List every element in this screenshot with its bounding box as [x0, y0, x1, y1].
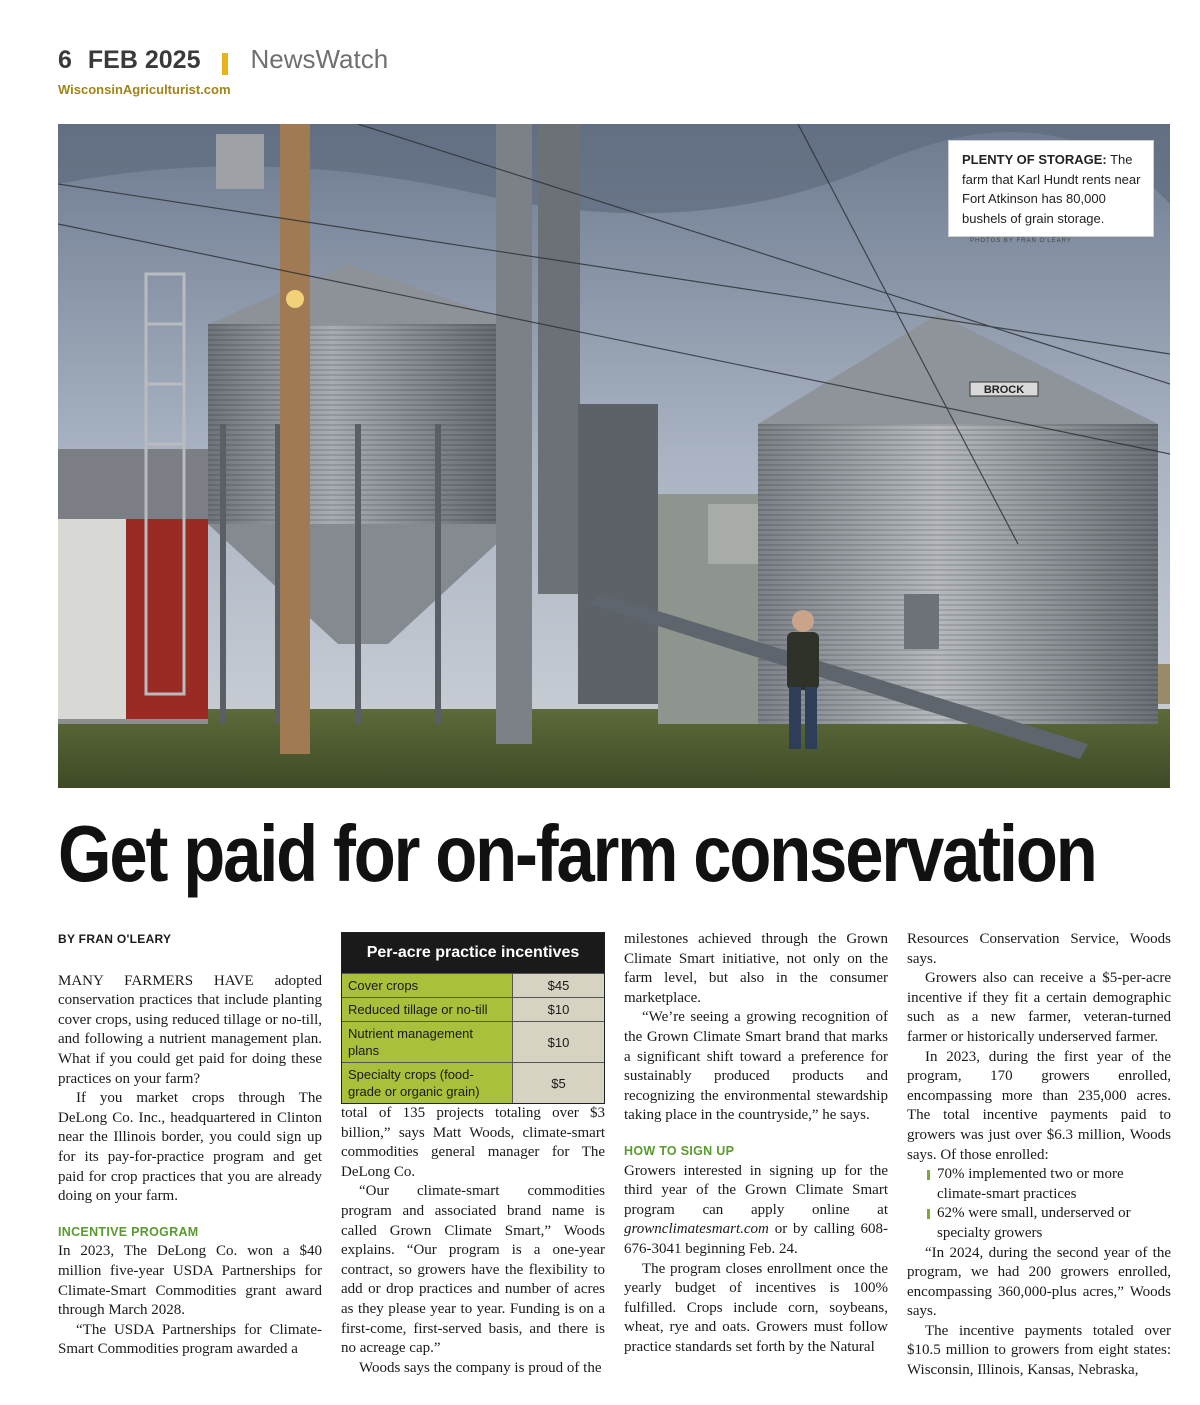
- practice-cell: Specialty crops (food-grade or organic grain): [342, 1063, 513, 1103]
- practice-cell: Nutrient management plans: [342, 1022, 513, 1062]
- subhead-incentive-program: INCENTIVE PROGRAM: [58, 1224, 199, 1239]
- paragraph: In 2023, during the first year of the program, 170 growers enrolled, encompassing more than 235,000 acres. The total incentive payments paid to growers was just over $6.3 million, Woods says. Of those enrolled:: [907, 1048, 1171, 1163]
- section-name: NewsWatch: [250, 44, 389, 74]
- incentives-table: [341, 932, 605, 1104]
- bin-brand-label: BROCK: [983, 384, 1025, 396]
- paragraph: The program closes enrollment once the yearly budget of incentives is 100% fulfilled. Crops include corn, soybeans, wheat, rye and oats. Growers must follow practice standards set forth by the Natural: [624, 1260, 888, 1355]
- photo-caption: [948, 140, 1154, 244]
- page-header: [58, 44, 388, 84]
- table-row: [342, 1021, 604, 1062]
- paragraph: If you market crops through The DeLong Co. Inc., headquartered in Clinton near the Illinois border, you could sign up for its pay-for-practice program and get paid for crop practices that you are already doing on your farm.: [58, 1090, 322, 1205]
- page-number: 6: [58, 46, 72, 74]
- article-headline: Get paid for on-farm conservation: [58, 809, 1096, 898]
- list-item: 70% implemented two or more climate-smart practices: [917, 1165, 1171, 1204]
- list-item: 62% were small, underserved or specialty growers: [917, 1204, 1171, 1243]
- practice-cell: Reduced tillage or no-till: [342, 998, 513, 1021]
- practice-cell: Cover crops: [342, 974, 513, 997]
- article-column-3: [624, 930, 888, 1357]
- table-row: [342, 1062, 604, 1103]
- article-column-2: [341, 1104, 605, 1378]
- article-column-1: [58, 930, 322, 1360]
- signup-text: or by calling 608-676-3041 beginning Feb. 24.: [624, 1221, 888, 1257]
- lead-paragraph: [58, 972, 322, 1090]
- amount-cell: $45: [513, 974, 604, 997]
- site-url: WisconsinAgriculturist.com: [58, 82, 231, 97]
- table-row: [342, 973, 604, 997]
- signup-link[interactable]: grownclimatesmart.com: [624, 1221, 769, 1238]
- amount-cell: $10: [513, 1022, 604, 1062]
- paragraph: milestones achieved through the Grown Climate Smart initiative, not only on the farm level, but also in the consumer marketplace.: [624, 931, 888, 1006]
- amount-cell: $10: [513, 998, 604, 1021]
- amount-cell: $5: [513, 1063, 604, 1103]
- signup-text: Growers interested in signing up for the third year of the Grown Climate Smart program can apply online at: [624, 1162, 888, 1218]
- paragraph: total of 135 projects totaling over $3 billion,” says Matt Woods, climate-smart commodities general manager for The DeLong Co.: [341, 1105, 605, 1180]
- paragraph: In 2023, The DeLong Co. won a $40 million five-year USDA Partnerships for Climate-Smart Commodities grant award through March 2028.: [58, 1243, 322, 1319]
- paragraph: Resources Conservation Service, Woods says.: [907, 931, 1171, 967]
- article-column-4: [907, 930, 1171, 1381]
- paragraph: The incentive payments totaled over $10.5 million to growers from eight states: Wisconsin, Illinois, Kansas, Nebraska,: [907, 1322, 1171, 1379]
- enrollee-stats-list: [907, 1165, 1171, 1243]
- caption-text: The farm that Karl Hundt rents near Fort Atkinson has 80,000 bushels of grain storage.: [962, 152, 1141, 226]
- paragraph: Woods says the company is proud of the: [359, 1359, 602, 1376]
- lead-text: adopted conservation practices that include planting cover crops, using reduced tillage or no-till, and following a nutrient management plan. What if you could get paid for doing these practices on your farm?: [58, 972, 323, 1087]
- signup-paragraph: [624, 1162, 888, 1260]
- subhead-how-to-sign-up: HOW TO SIGN UP: [624, 1143, 735, 1158]
- caption-lead: PLENTY OF STORAGE:: [962, 152, 1107, 167]
- lead-in: MANY FARMERS HAVE: [58, 972, 254, 989]
- byline: BY FRAN O'LEARY: [58, 932, 172, 946]
- table-row: [342, 997, 604, 1021]
- table-title: Per-acre practice incentives: [342, 933, 604, 973]
- issue-date: FEB 2025: [87, 46, 201, 74]
- paragraph: “In 2024, during the second year of the program, we had 200 growers enrolled, encompassing 360,000-plus acres,” Woods says.: [907, 1244, 1171, 1320]
- paragraph: “The USDA Partnerships for Climate-Smart Commodities program awarded a: [58, 1321, 322, 1358]
- header-divider: [222, 53, 228, 75]
- paragraph: Growers also can receive a $5-per-acre incentive if they fit a certain demographic such as a new farmer, veteran-turned farmer or historically underserved farmer.: [907, 970, 1171, 1045]
- paragraph: “We’re seeing a growing recognition of the Grown Climate Smart brand that marks a significant shift toward a preference for sustainably produced products and recognizing the environmental stewardship taking place in the countryside,” he says.: [624, 1009, 888, 1124]
- photo-credit: PHOTOS BY FRAN O'LEARY: [970, 238, 1072, 244]
- paragraph: “Our climate-smart commodities program and associated brand name is called Grown Climate Smart,” Woods explains. “Our program is a one-year contract, so growers have the flexibility to add or drop practices and number of acres as they please year to year. Funding is on a first-come, first-served basis, and there is no acreage cap.”: [341, 1183, 605, 1357]
